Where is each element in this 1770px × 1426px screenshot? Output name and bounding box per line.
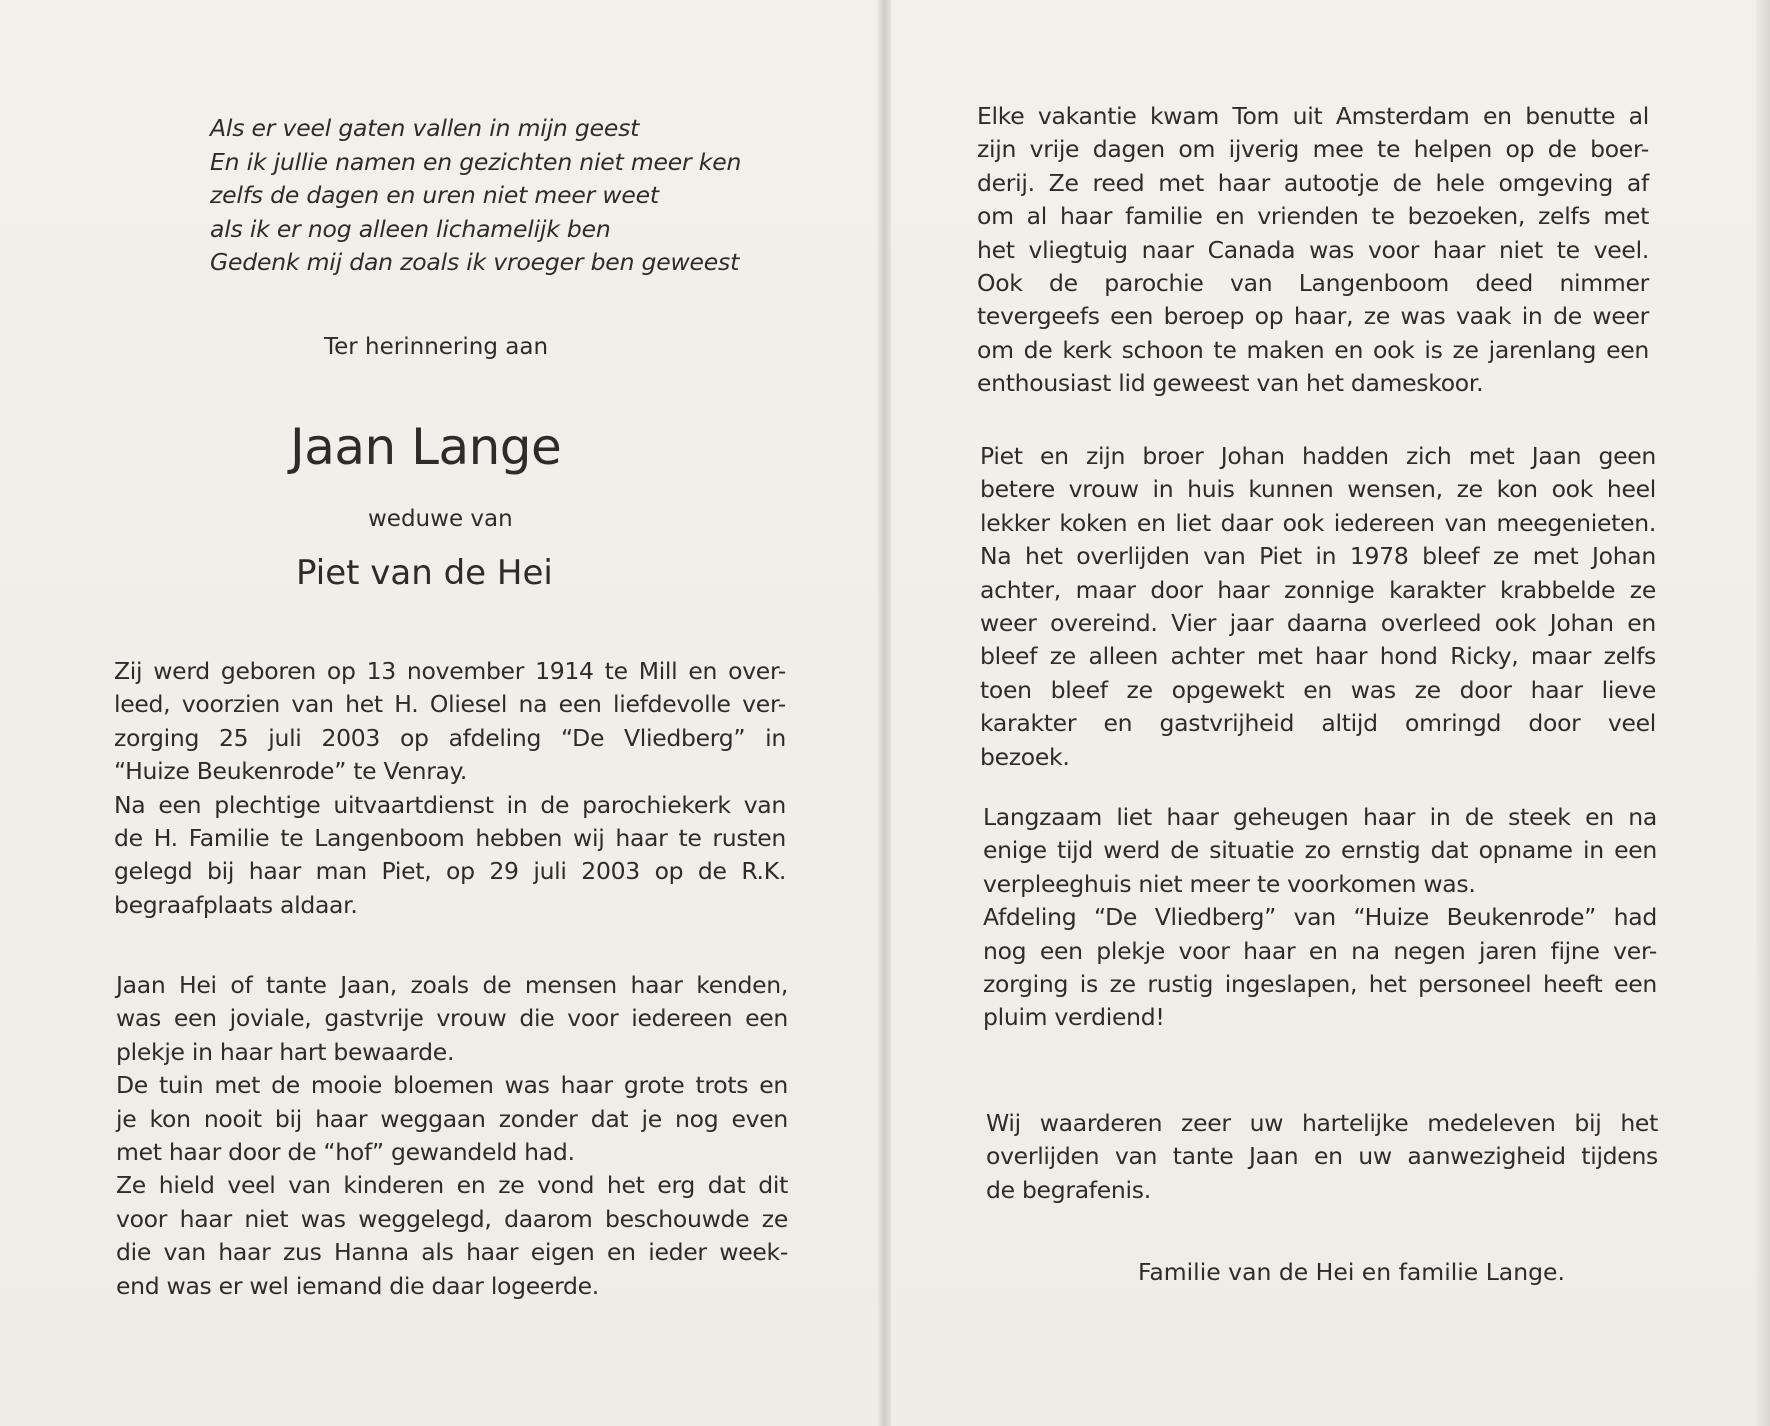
text-line: om de kerk schoon te maken en ook is ze jarenlang een [977, 335, 1649, 364]
remembrance-label: Ter herinnering aan [324, 334, 549, 360]
text-line: toen bleef ze opgewekt en was ze door haar lieve [980, 675, 1656, 704]
poem-line: zelfs de dagen en uren niet meer weet [210, 181, 659, 209]
text-line: leed, voorzien van het H. Oliesel na een liefdevolle ver- [114, 690, 786, 719]
biography-paragraph-4 [980, 440, 1656, 774]
text-line: begraafplaats aldaar. [114, 890, 358, 919]
biography-paragraph-2 [116, 969, 788, 1303]
text-line: zorging is ze rustig ingeslapen, het personeel heeft een [983, 970, 1657, 999]
text-line: verpleeghuis niet meer te voorkomen was. [983, 869, 1476, 898]
text-line: je kon nooit bij haar weggaan zonder dat je nog even [116, 1104, 788, 1133]
card-fold [877, 0, 891, 1426]
poem-line: Gedenk mij dan zoals ik vroeger ben geweest [210, 248, 740, 276]
text-line: weer overeind. Vier jaar daarna overleed ook Johan en [980, 609, 1656, 638]
text-line: betere vrouw in huis kunnen wensen, ze kon ook heel [980, 475, 1656, 504]
text-line: end was er wel iemand die daar logeerde. [116, 1271, 599, 1300]
text-line: Na een plechtige uitvaartdienst in de parochiekerk van [114, 790, 786, 819]
text-line: Wij waarderen zeer uw hartelijke medeleven bij het [986, 1109, 1658, 1137]
text-line: achter, maar door haar zonnige karakter krabbelde ze [980, 575, 1656, 604]
text-line: om al haar familie en vrienden te bezoeken, zelfs met [977, 202, 1649, 231]
text-line: de H. Familie te Langenboom hebben wij haar te rusten [114, 824, 786, 853]
text-line: bezoek. [980, 742, 1070, 771]
card-edge [1756, 0, 1770, 1426]
text-line: Langzaam liet haar geheugen haar in de steek en na [983, 803, 1657, 831]
text-line: met haar door de “hof” gewandeld had. [116, 1138, 575, 1167]
text-line: Ook de parochie van Langenboom deed nimmer [977, 269, 1649, 298]
text-line: Na het overlijden van Piet in 1978 bleef ze met Johan [980, 542, 1656, 571]
thanks-paragraph [986, 1107, 1658, 1207]
widow-of-label: weduwe van [368, 506, 513, 532]
text-line: was een joviale, gastvrije vrouw die voor iedereen een [116, 1004, 788, 1033]
text-line: de begrafenis. [986, 1175, 1151, 1204]
text-line: voor haar niet was weggelegd, daarom beschouwde ze [116, 1204, 788, 1233]
biography-paragraph-3 [977, 100, 1649, 401]
husband-name: Piet van de Hei [296, 553, 553, 593]
text-line: het vliegtuig naar Canada was voor haar niet te veel. [977, 235, 1649, 264]
text-line: plekje in haar hart bewaarde. [116, 1037, 455, 1066]
deceased-name: Jaan Lange [290, 418, 562, 476]
text-line: Ze hield veel van kinderen en ze vond het erg dat dit [116, 1171, 788, 1200]
text-line: nog een plekje voor haar en na negen jaren fijne ver- [983, 936, 1657, 965]
text-line: “Huize Beukenrode” te Venray. [114, 757, 468, 786]
text-line: karakter en gastvrijheid altijd omringd door veel [980, 709, 1656, 738]
text-line: derij. Ze reed met haar autootje de hele omgeving af [977, 168, 1649, 197]
biography-paragraph-1 [114, 655, 786, 922]
text-line: Zij werd geboren op 13 november 1914 te Mill en over- [114, 657, 786, 685]
poem-line: Als er veel gaten vallen in mijn geest [210, 114, 640, 142]
poem-line: En ik jullie namen en gezichten niet meer ken [210, 147, 742, 176]
text-line: pluim verdiend! [983, 1003, 1165, 1032]
text-line: zorging 25 juli 2003 op afdeling “De Vliedberg” in [114, 723, 786, 752]
text-line: die van haar zus Hanna als haar eigen en ieder week- [116, 1238, 788, 1267]
text-line: zijn vrije dagen om ijverig mee te helpen op de boer- [977, 135, 1649, 164]
text-line: Jaan Hei of tante Jaan, zoals de mensen haar kenden, [116, 971, 788, 999]
text-line: tevergeefs een beroep op haar, ze was vaak in de weer [977, 302, 1649, 331]
text-line: Piet en zijn broer Johan hadden zich met Jaan geen [980, 442, 1656, 470]
biography-paragraph-5 [983, 801, 1657, 1035]
text-line: enige tijd werd de situatie zo ernstig dat opname in een [983, 836, 1657, 865]
text-line: Afdeling “De Vliedberg” van “Huize Beukenrode” had [983, 903, 1657, 932]
family-signature: Familie van de Hei en familie Lange. [1138, 1258, 1565, 1286]
text-line: gelegd bij haar man Piet, op 29 juli 2003 op de R.K. [114, 857, 786, 886]
text-line: Elke vakantie kwam Tom uit Amsterdam en benutte al [977, 102, 1649, 130]
text-line: lekker koken en liet daar ook iedereen van meegenieten. [980, 508, 1656, 537]
text-line: bleef ze alleen achter met haar hond Ricky, maar zelfs [980, 642, 1656, 671]
poem-line: als ik er nog alleen lichamelijk ben [210, 214, 611, 243]
text-line: overlijden van tante Jaan en uw aanwezigheid tijdens [986, 1142, 1658, 1171]
text-line: enthousiast lid geweest van het dameskoor. [977, 369, 1484, 398]
poem [210, 112, 850, 280]
text-line: De tuin met de mooie bloemen was haar grote trots en [116, 1071, 788, 1100]
